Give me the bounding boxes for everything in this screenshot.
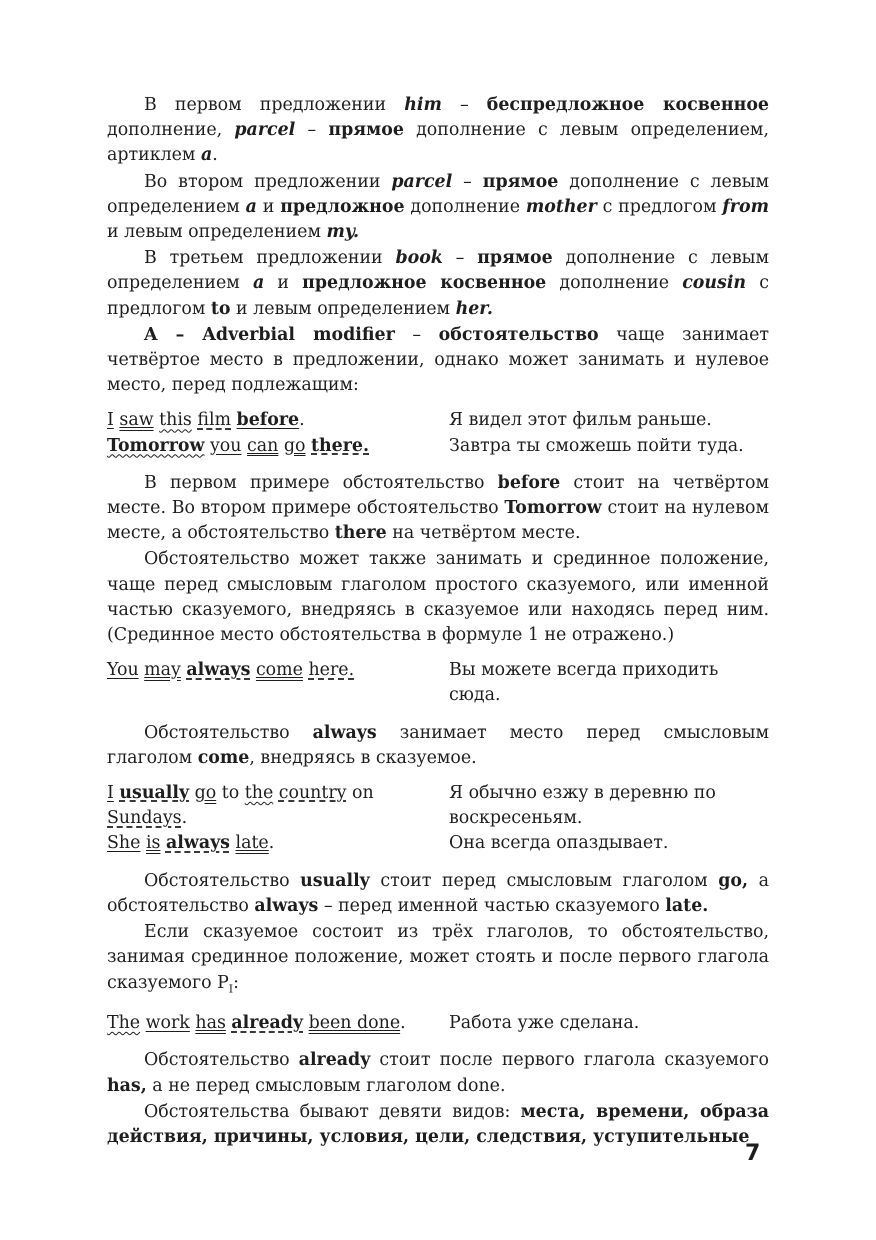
page-number: 7 — [745, 1141, 761, 1166]
paragraph-8: Обстоятельство usually стоит перед смысловым глаголом go, а обстоятельство always – перед именной частью сказуемого late. — [107, 870, 769, 916]
example-translation: Завтра ты сможешь пойти туда. — [449, 435, 744, 456]
paragraph-3: В третьем предложении book – прямое дополнение с левым определением a и предложное косвенное дополнение cousin с предлогом to и левым определением her. — [107, 248, 769, 319]
example-english — [107, 1011, 445, 1036]
example-sentence: The work has already been done. — [107, 1013, 406, 1034]
example-sentence: Tomorrow you can go there. — [107, 435, 370, 456]
example-sentence: I usually go to the country on Sundays. — [107, 783, 374, 829]
example-translation: Я видел этот фильм раньше. — [449, 410, 712, 431]
paragraph-2: Во втором предложении parcel – прямое дополнение с левым определением a и предложное дополнение mother с предлогом from и левым определением my. — [107, 171, 769, 243]
example-block-2 — [107, 658, 769, 708]
example-english — [107, 408, 445, 458]
example-russian — [449, 1011, 769, 1036]
example-translation: Вы можете всегда приходить сюда. — [449, 660, 719, 706]
example-translation: Она всегда опаздывает. — [449, 833, 669, 854]
paragraph-7: Обстоятельство always занимает место перед смысловым глаголом come, внедряясь в сказуемое. — [107, 722, 769, 768]
page-body — [107, 93, 769, 1150]
example-block-4 — [107, 1011, 769, 1036]
paragraph-4: A – Adverbial modifier – обстоятельство чаще занимает четвёртое место в предложении, однако может занимать и нулевое место, перед подлежащим: — [107, 324, 769, 396]
example-russian — [449, 658, 769, 708]
paragraph-9: Если сказуемое состоит из трёх глаголов, то обстоятельство, занимая срединное положение, может стоять и после первого глагола сказуемого $P_I$: — [107, 922, 769, 995]
paragraph-5: В первом примере обстоятельство before стоит на четвёртом месте. Во втором примере обстоятельство Tomorrow стоит на нулевом месте, а обстоятельство there на четвёртом месте. — [107, 472, 769, 544]
paragraph-11: Обстоятельства бывают девяти видов: места, времени, образа действия, причины, условия, цели, следствия, уступительные — [107, 1101, 769, 1147]
paragraph-10: Обстоятельство already стоит после первого глагола сказуемого has, а не перед смысловым глаголом done. — [107, 1050, 769, 1096]
example-russian — [449, 408, 769, 458]
example-translation: Работа уже сделана. — [449, 1013, 640, 1034]
example-english — [107, 658, 445, 708]
example-translation: Я обычно езжу в деревню по воскресеньям. — [449, 783, 716, 829]
example-sentence: She is always late. — [107, 833, 275, 854]
example-sentence: You may always come here. — [107, 660, 355, 681]
example-sentence: I saw this film before. — [107, 410, 305, 431]
example-russian — [449, 781, 769, 857]
paragraph-1: В первом предложении him – беспредложное косвенное дополнение, parcel – прямое дополнение с левым определением, артиклем a. — [107, 95, 769, 166]
example-block-1 — [107, 408, 769, 458]
example-block-3 — [107, 781, 769, 857]
example-english — [107, 781, 445, 857]
paragraph-6: Обстоятельство может также занимать и срединное положение, чаще перед смысловым глаголом простого сказуемого, или именной частью сказуемого, внедряясь в сказуемое или находясь перед ним. (Срединное место обстоятельства в формуле 1 не отражено.) — [107, 549, 769, 646]
